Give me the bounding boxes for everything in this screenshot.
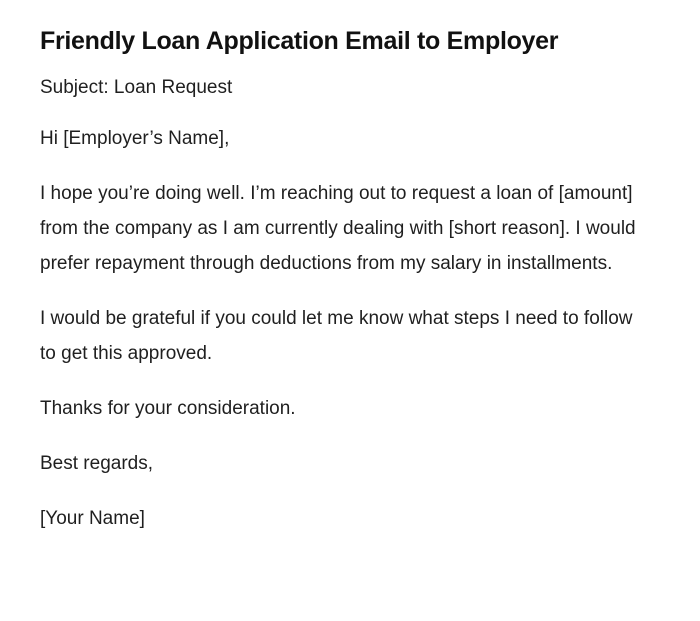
email-signature: [Your Name] [40,508,145,529]
email-greeting: Hi [Employer’s Name], [40,128,230,149]
email-body-paragraph-2: I would be grateful if you could let me know what steps I need to follow to get this approved. [40,308,633,364]
email-subject: Subject: Loan Request [40,77,233,98]
email-body-paragraph-1: I hope you’re doing well. I’m reaching out to request a loan of [amount] from the company as I am currently dealing with [short reason]. I would prefer repayment through deductions from my salary in installments. [40,183,636,274]
email-closing: Best regards, [40,453,153,474]
email-thanks: Thanks for your consideration. [40,398,296,419]
document-title: Friendly Loan Application Email to Employer [40,27,559,55]
